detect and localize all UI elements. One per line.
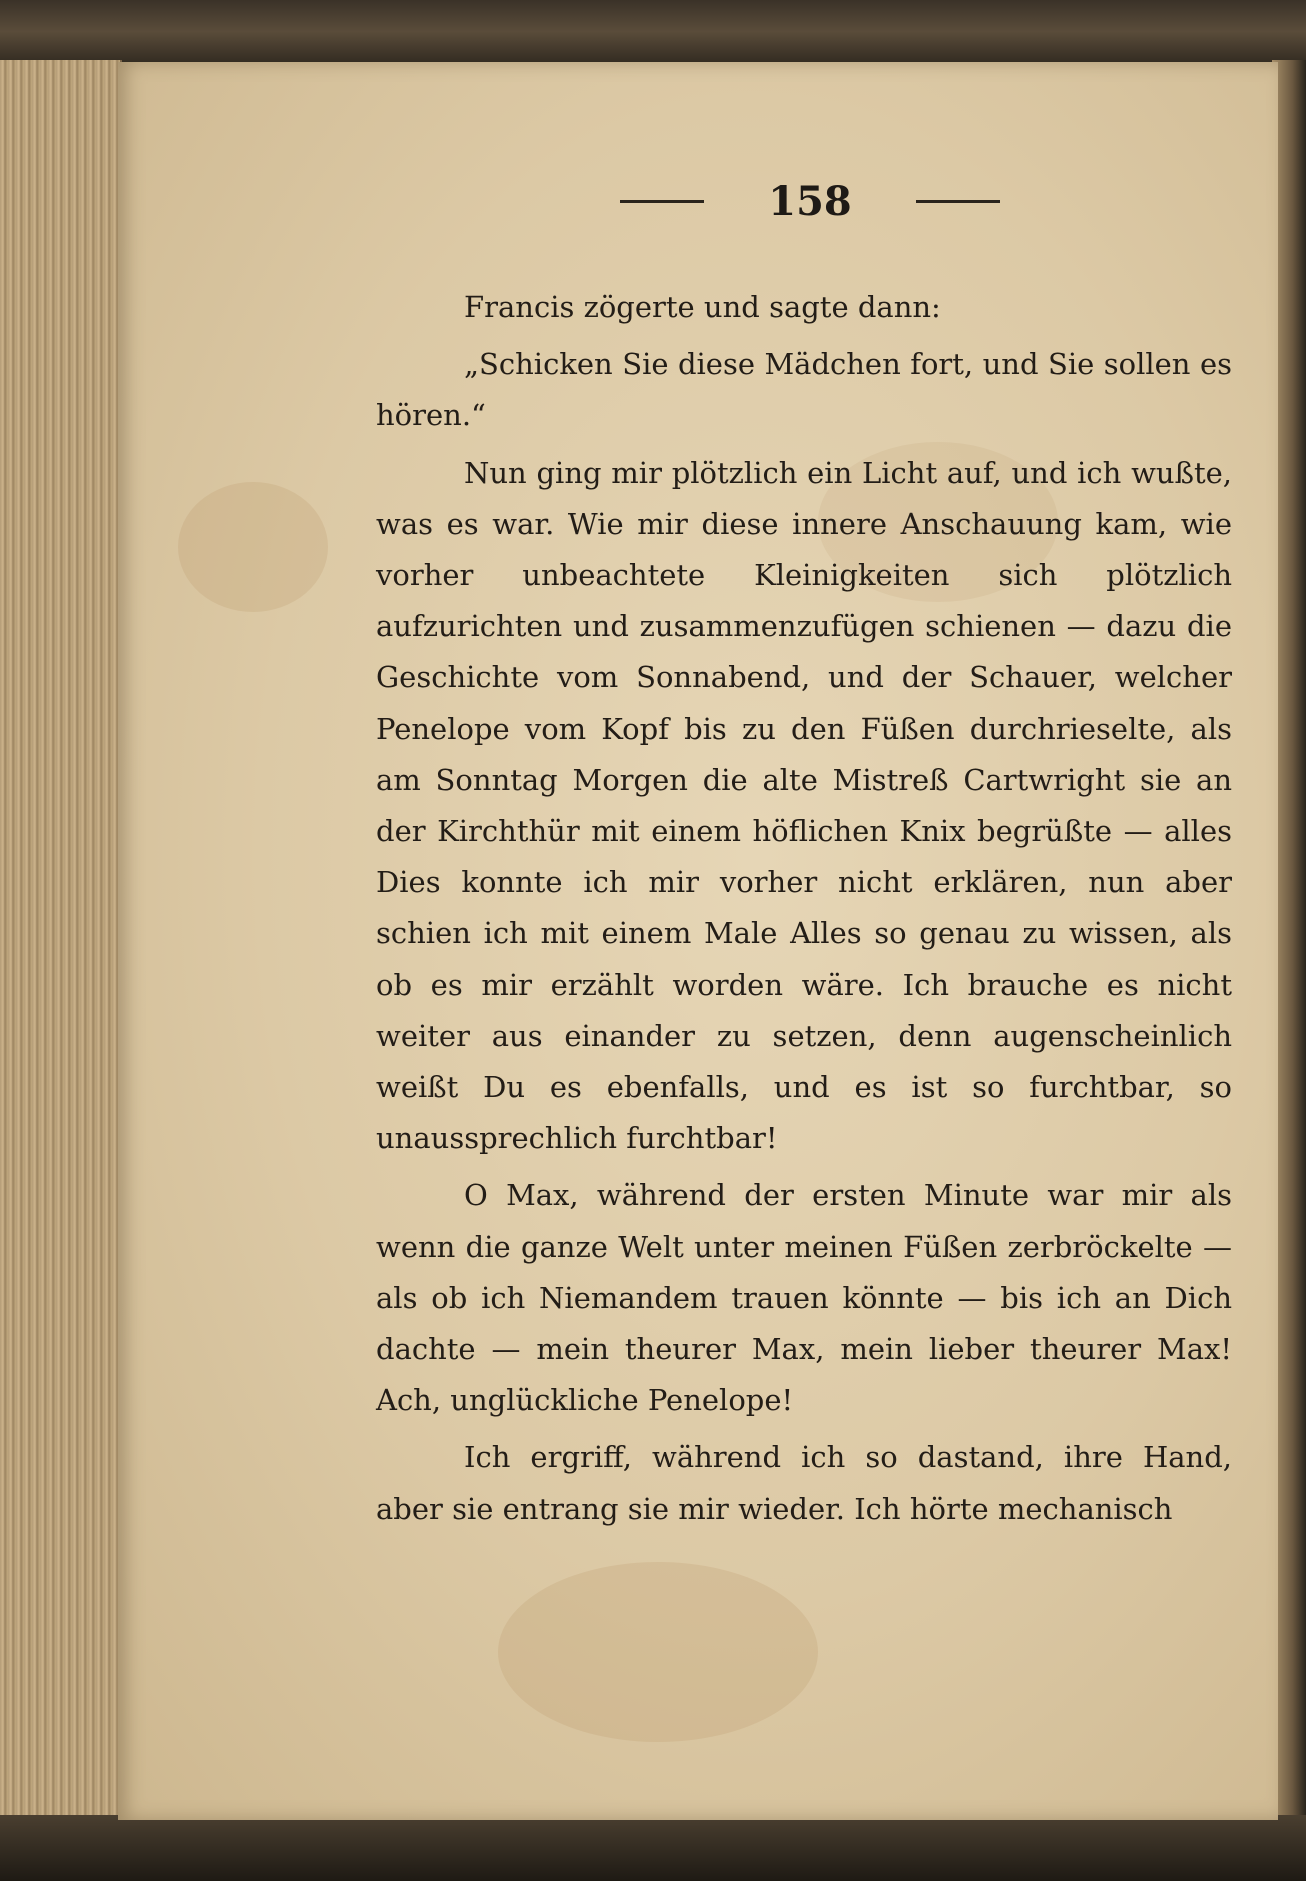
header-rule-left [620, 200, 704, 203]
paragraph: Ich ergriff, während ich so dastand, ihre Hand, aber sie entrang sie mir wieder. Ich hörte mechanisch [376, 1440, 1232, 1526]
book-bottom-edge [0, 1815, 1306, 1881]
page-number: 158 [768, 177, 852, 225]
header-rule-right [916, 200, 1000, 203]
page-header [620, 176, 1000, 226]
paragraph: Francis zögerte und sagte dann: [464, 290, 941, 324]
book-top-edge [0, 0, 1306, 70]
page-body [376, 282, 1232, 1535]
paragraph: Nun ging mir plötzlich ein Licht auf, und ich wußte, was es war. Wie mir diese innere Anschauung kam, wie vorher unbeachtete Kleinigkeiten sich plötzlich aufzurichten und zusammenzufügen schienen — dazu die Geschichte vom Sonnabend, und der Schauer, welcher Penelope vom Kopf bis zu den Füßen durchrieselte, als am Sonntag Morgen die alte Mistreß Cartwright sie an der Kirchthür mit einem höflichen Knix begrüßte — alles Dies konnte ich mir vorher nicht erklären, nun aber schien ich mit einem Male Alles so genau zu wissen, als ob es mir erzählt worden wäre. Ich brauche es nicht weiter aus einander zu setzen, denn augenscheinlich weißt Du es ebenfalls, und es ist so furchtbar, so unaussprechlich furchtbar! [376, 455, 1232, 1156]
paper-stain [498, 1562, 818, 1742]
paper-stain [178, 482, 328, 612]
paragraph: „Schicken Sie diese Mädchen fort, und Sie sollen es hören.“ [376, 347, 1232, 433]
book-page-edges [0, 60, 122, 1820]
paragraph: O Max, während der ersten Minute war mir als wenn die ganze Welt unter meinen Füßen zerbröckelte — als ob ich Niemandem trauen könnte — bis ich an Dich dachte — mein theurer Max, mein lieber theurer Max! Ach, unglückliche Penelope! [376, 1178, 1232, 1418]
